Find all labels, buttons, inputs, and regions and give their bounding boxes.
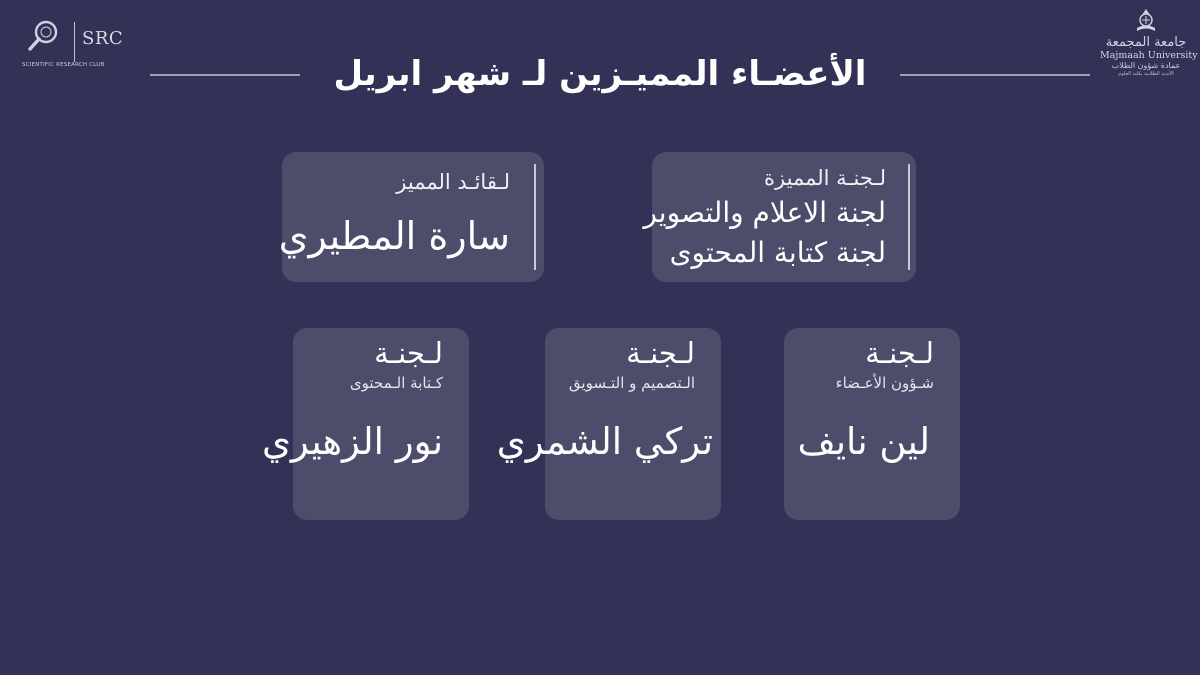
member-name: لين نايف: [797, 420, 930, 463]
member-card: [784, 328, 960, 520]
member-committee: كـتابة الـمحتوى: [349, 374, 443, 392]
deanship-name: عمادة شؤون الطلاب: [1111, 61, 1181, 70]
university-name-en: Majmaah University: [1100, 50, 1198, 61]
logo-abbr: SRC: [82, 28, 124, 49]
magnifier-icon: [26, 18, 62, 54]
committee-name-2: لجنة كتابة المحتوى: [669, 236, 886, 269]
logo-subtitle: SCIENTIFIC RESEARCH CLUB: [22, 62, 105, 68]
src-logo: [22, 14, 142, 74]
logo-divider: [74, 22, 75, 62]
clubs-name: الأندية الطلابية بكلية العلوم: [1118, 71, 1174, 77]
page-title: الأعضـاء المميـزين لـ شهر ابريل: [333, 54, 867, 94]
title-rule-right: [900, 74, 1090, 76]
member-label: لـجنـة: [865, 336, 934, 370]
committee-card: [643, 152, 916, 282]
leader-name: سارة المطيري: [278, 214, 510, 258]
card-accent-bar: [908, 164, 910, 270]
member-name: تركي الشمري: [496, 420, 713, 463]
committee-label: لـجنـة المميزة: [764, 166, 886, 190]
leader-label: لـقائـد المميز: [396, 170, 510, 194]
university-emblem-icon: [1131, 6, 1161, 36]
member-card: [261, 328, 469, 520]
committee-name-1: لجنة الاعلام والتصوير: [643, 196, 886, 229]
university-name-ar: جامعة المجمعة: [1105, 35, 1187, 50]
member-label: لـجنـة: [374, 336, 443, 370]
member-label: لـجنـة: [626, 336, 695, 370]
card-accent-bar: [534, 164, 536, 270]
leader-card: [278, 152, 544, 282]
university-logo: [1100, 6, 1198, 96]
member-card: [496, 328, 721, 520]
title-rule-left: [150, 74, 300, 76]
member-committee: شـؤون الأعـضاء: [835, 374, 934, 392]
member-committee: الـتصميم و التـسويق: [568, 374, 695, 392]
member-name: نور الزهيري: [261, 420, 443, 463]
